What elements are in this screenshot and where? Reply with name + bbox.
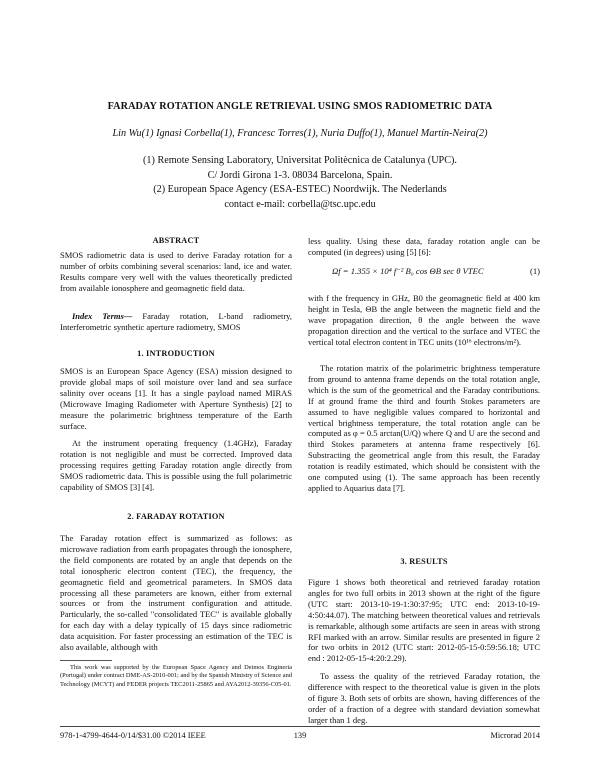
- footer-isbn: 978-1-4799-4644-0/14/$31.00 ©2014 IEEE: [60, 731, 206, 740]
- footer-conference: Microrad 2014: [490, 731, 540, 740]
- equation-number: (1): [529, 266, 540, 276]
- intro-paragraph-2: At the instrument operating frequency (1.4GHz), Faraday rotation is not negligible and must be corrected. Improved data processing requires getting Faraday rotation angle directly from SMOS radiometric data. This is possible using the full polarimetric capability of SMOS [3] [4].: [60, 438, 292, 492]
- index-terms-label: Index Terms—: [72, 311, 133, 321]
- authors-text: Lin Wu(1) Ignasi Corbella(1), Francesc Torres(1), Nuria Duffo(1), Manuel Martín-Neira(2): [112, 128, 488, 139]
- footnote-rule: [60, 660, 112, 661]
- faraday-paragraph-1: The Faraday rotation effect is summarized as follows: as microwave radiation from earth propagates through the ionosphere, the field components are rotated by an angle that depends on the total ionospheric electron content (TEC), the frequency, the geomagnetic field and geometrical parameters. In SMOS data processing all these parameters are known, either from external sources or from the instrument configuration and attitude. Particularly, the so-called "consolidated TEC" is available globally for each day with a delay typically of 15 days since radiometric data acquisition. For faster processing an estimation of the TEC is also available, although with: [60, 533, 292, 653]
- paper-title: FARADAY ROTATION ANGLE RETRIEVAL USING SMOS RADIOMETRIC DATA: [107, 101, 493, 112]
- affiliations: [0, 154, 600, 212]
- right-paragraph-1: with f the frequency in GHz, B0 the geomagnetic field at 400 km height in Tesla, ΘB the angle between the magnetic field and the wave propagation direction, θ the angle between the wave propagation direction and the vertical to the surface and VTEC the vertical total electron content in TEC units (10¹⁶ electrons/m²).: [308, 293, 540, 347]
- faraday-heading: 2. FARADAY ROTATION: [127, 512, 225, 521]
- intro-paragraph-1: SMOS is an European Space Agency (ESA) mission designed to provide global maps of soil moisture over land and sea surface salinity over oceans [1]. It has a single payload named MIRAS (Microwave Imaging Radiometer with Aperture Synthesis) [2] to measure the polarimetric brightness temperature of the Earth surface.: [60, 366, 292, 431]
- index-terms: [60, 311, 292, 333]
- abstract-heading: ABSTRACT: [152, 236, 200, 245]
- affiliation-line-2: C/ Jordi Girona 1-3. 08034 Barcelona, Spain.: [207, 169, 393, 181]
- affiliation-line-1: (1) Remote Sensing Laboratory, Universitat Politècnica de Catalunya (UPC).: [143, 155, 457, 166]
- page-number: 139: [293, 731, 307, 740]
- contact-email: contact e-mail: corbella@tsc.upc.edu: [224, 198, 376, 210]
- results-paragraph-2: To assess the quality of the retrieved Faraday rotation, the difference with respect to the theoretical value is given in the plots of figure 3. Both sets of orbits are shown, having differences of the order of a fraction of a degree with standard deviation somewhat larger than 1 deg.: [308, 671, 540, 725]
- index-terms-text: Faraday rotation, L-band radiometry, Interferometric synthetic aperture radiometry, SMOS: [60, 311, 292, 332]
- results-paragraph-1: Figure 1 shows both theoretical and retrieved faraday rotation angles for two full orbits in 2013 shown at the right of the figure (UTC start: 2013-10-19-1:30:37:95; UTC end: 2013-10-19-4:50:44.07). The matching between theoretical values and retrievals is remarkable, although some artifacts are seen in areas with strong RFI marked with an arrow. Similar results are presented in figure 2 for two orbits in 2012 (UTC start: 2012-05-15-0:59:56.18; UTC end : 2012-05-15-4:20:2.29).: [308, 577, 540, 664]
- equation-expression: Ωf = 1.355 × 10⁴ f⁻² B₀ cos ΘB sec θ VTEC: [332, 266, 484, 276]
- affiliation-line-3: (2) European Space Agency (ESA-ESTEC) Noordwijk. The Nederlands: [153, 184, 447, 196]
- abstract-text: SMOS radiometric data is used to derive Faraday rotation for a number of orbits combining several scenarios: land, ice and water. Results compare very well with the values theoretically predicted from available ionosphere and geomagnetic field data.: [60, 250, 292, 293]
- right-paragraph-2: The rotation matrix of the polarimetric brightness temperature from ground to antenna frame depends on the total rotation angle, which is the sum of the geometrical and the Faraday contributions. If at ground frame the third and fourth Stokes parameters are assumed to have negligible values compared to horizontal and vertical brightness temperature, the total rotation angle can be computed as φ = 0.5 arctan(U/Q) where Q and U are the second and third Stokes parameters at antenna frame respectively [6]. Substracting the geometrical angle from this result, the Faraday rotation is readily estimated, which should be consistent with the one computed using (1). The same approach has been recently applied to Aquarius data [7].: [308, 363, 540, 493]
- author-list: [0, 128, 600, 139]
- intro-heading: 1. INTRODUCTION: [137, 349, 215, 358]
- footnote: This work was supported by the European Space Agency and Deimos Engineria (Portugal) under contract DME-AS-2010-001; and by the Spanish Ministry of Science and Technology (MCYT) and FEDER projects TEC2011-25865 and AYA2012-39356-C05-01.: [60, 664, 292, 688]
- right-paragraph-0: less quality. Using these data, faraday rotation angle can be computed (in degrees) using [5] [6]:: [308, 236, 540, 257]
- footer-rule: [60, 726, 540, 727]
- results-heading: 3. RESULTS: [400, 557, 448, 566]
